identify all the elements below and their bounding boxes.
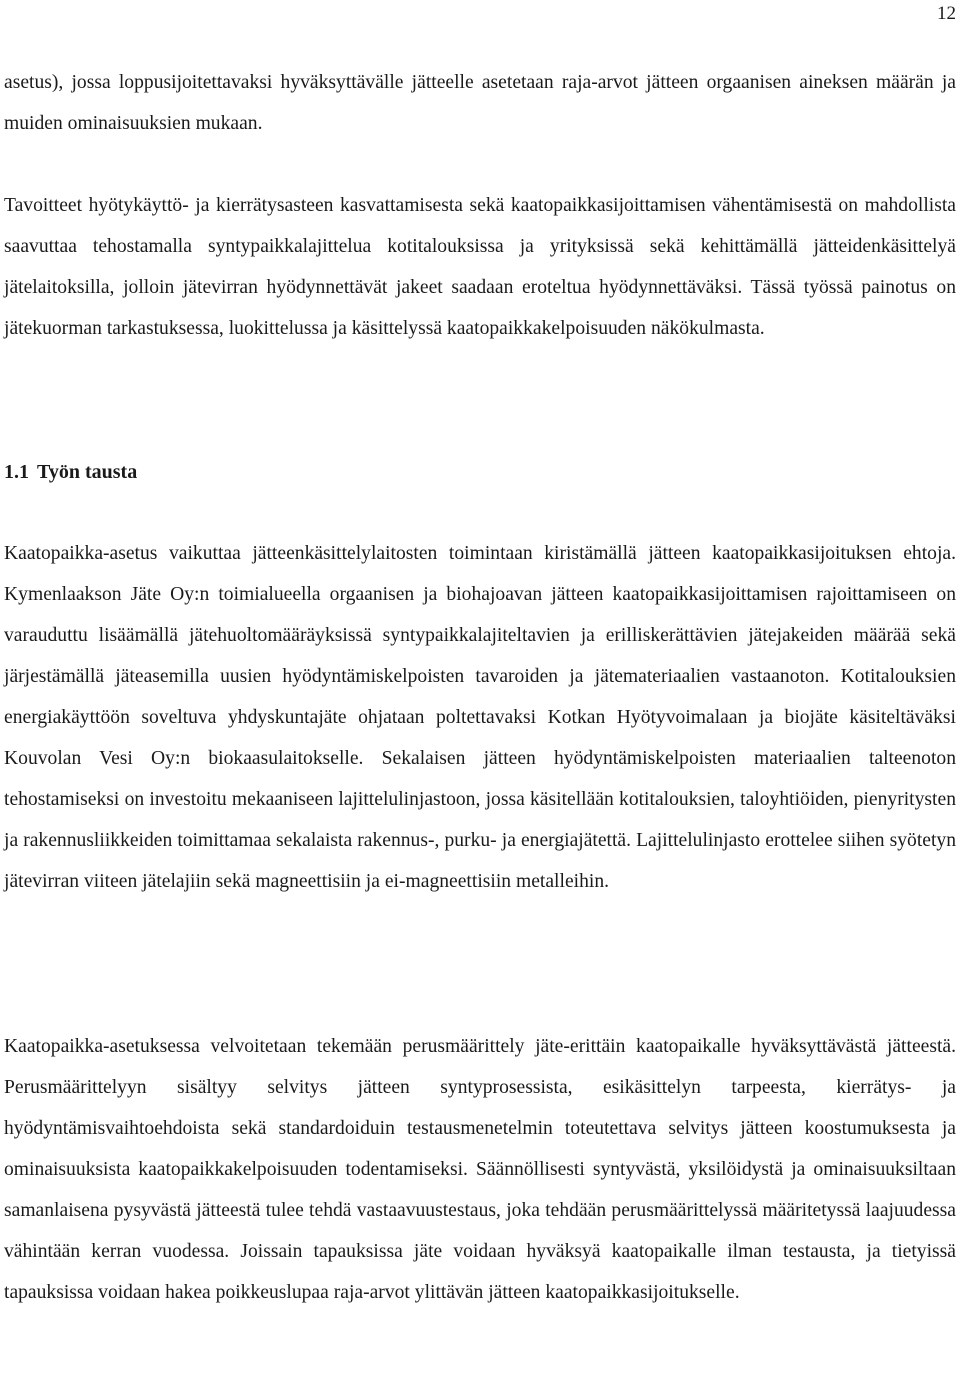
section-heading <box>4 456 137 488</box>
paragraph-background: Kaatopaikka-asetus vaikuttaa jätteenkäsittelylaitosten toimintaan kiristämällä jätteen kaatopaikkasijoituksen ehtoja. Kymenlaakson Jäte Oy:n toimialueella orgaanisen ja biohajoavan jätteen kaatopaikkasijoittamisen rajoittamiseen on varauduttu lisäämällä jätehuoltomääräyksissä syntypaikkalajiteltavien ja erilliskerättävien jätejakeiden määrää sekä järjestämällä jäteasemilla uusien hyödyntämiskelpoisten tavaroiden ja jätemateriaalien vastaanoton. Kotitalouksien energiakäyttöön soveltuva yhdyskuntajäte ohjataan poltettavaksi Kotkan Hyötyvoimalaan ja biojäte käsiteltäväksi Kouvolan Vesi Oy:n biokaasulaitokselle. Sekalaisen jätteen hyödyntämiskelpoisten materiaalien talteenoton tehostamiseksi on investoitu mekaaniseen lajittelulinjastoon, jossa käsitellään kotitalouksien, taloyhtiöiden, pienyritysten ja rakennusliikkeiden toimittamaa sekalaista rakennus-, purku- ja energiajätettä. Lajittelulinjasto erottelee siihen syötetyn jätevirran viiteen jätelajiin sekä magneettisiin ja ei-magneettisiin metalleihin. <box>4 543 956 892</box>
paragraph-regulation: Kaatopaikka-asetuksessa velvoitetaan tekemään perusmäärittely jäte-erittäin kaatopaikalle hyväksyttävästä jätteestä. Perusmäärittelyyn sisältyy selvitys jätteen syntyprosessista, esikäsittelyn tarpeesta, kierrätys- ja hyödyntämisvaihtoehdoista sekä standardoiduin testausmenetelmin toteutettava selvitys jätteen koostumuksesta ja ominaisuuksista kaatopaikkakelpoisuuden todentamiseksi. Säännöllisesti syntyvästä, yksilöidystä ja ominaisuuksiltaan samanlaisena pysyvästä jätteestä tulee tehdä vastaavuustestaus, joka tehdään perusmäärittelyssä määritetyssä laajuudessa vähintään kerran vuodessa. Joissain tapauksissa jäte voidaan hyväksyä kaatopaikalle ilman testausta, ja tietyissä tapauksissa voidaan hakea poikkeuslupaa raja-arvot ylittävän jätteen kaatopaikkasijoitukselle. <box>4 1036 956 1303</box>
paragraph-goals: Tavoitteet hyötykäyttö- ja kierrätysasteen kasvattamisesta sekä kaatopaikkasijoittamisen vähentämisestä on mahdollista saavuttaa tehostamalla syntypaikkalajittelua kotitalouksissa ja yrityksissä sekä kehittämällä jätteidenkäsittelyä jätelaitoksilla, jolloin jätevirran hyödynnettävät jakeet saadaan eroteltua hyödynnettäväksi. Tässä työssä painotus on jätekuorman tarkastuksessa, luokittelussa ja käsittelyssä kaatopaikkakelpoisuuden näkökulmasta. <box>4 195 956 339</box>
section-title: Työn tausta <box>37 461 138 483</box>
section-number: 1.1 <box>4 461 29 483</box>
paragraph-intro-continued: asetus), jossa loppusijoitettavaksi hyväksyttävälle jätteelle asetetaan raja-arvot jätteen orgaanisen aineksen määrän ja muiden ominaisuuksien mukaan. <box>4 72 956 134</box>
page-number: 12 <box>937 3 956 24</box>
